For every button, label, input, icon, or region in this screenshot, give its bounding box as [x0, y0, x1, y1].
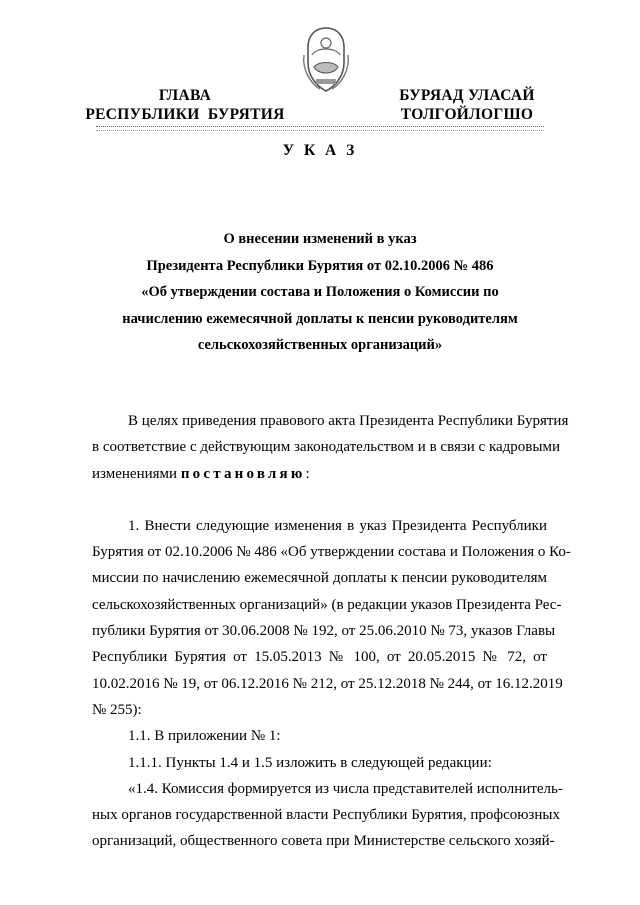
issuer-bua-line-2: ТОЛГОЙЛОГШО	[400, 106, 534, 123]
issuer-title-ru	[80, 86, 290, 124]
subject-line: начислению ежемесячной доплаты к пенсии руководителям	[122, 310, 518, 327]
document-subject	[60, 226, 580, 359]
subject-line: Президента Республики Бурятия от 02.10.2006 № 486	[146, 257, 494, 274]
paragraph-1-4-line: «1.4. Комиссия формируется из числа представителей исполнитель-	[128, 780, 563, 797]
item1-line: Бурятия от 02.10.2006 № 486 «Об утверждении состава и Положения о Ко-	[92, 544, 571, 561]
subject-line: «Об утверждении состава и Положения о Комиссии по	[141, 284, 499, 301]
paragraph-1-4-line: организаций, общественного совета при Министерстве сельского хозяй-	[92, 833, 555, 850]
header-divider-secondary	[96, 130, 544, 131]
preamble-line	[92, 461, 547, 487]
item1-line: 1. Внести следующие изменения в указ Президента Республики	[128, 517, 547, 534]
issuer-title-bua	[372, 86, 562, 124]
preamble-punct: :	[305, 465, 310, 482]
item1-line: миссии по начислению ежемесячной доплаты к пенсии руководителям	[92, 570, 547, 587]
subject-line: сельскохозяйственных организаций»	[197, 337, 443, 354]
item1-1-1: 1.1.1. Пункты 1.4 и 1.5 изложить в следующей редакции:	[128, 754, 492, 771]
decree-keyword: постановляю	[180, 465, 306, 482]
issuer-line-1: ГЛАВА	[158, 87, 212, 104]
preamble-line: В целях приведения правового акта Президента Республики Бурятия	[128, 413, 569, 429]
subject-line: О внесении изменений в указ	[223, 231, 417, 247]
paragraph-1-4-line: ных органов государственной власти Республики Бурятия, профсоюзных	[92, 807, 560, 824]
item1-line: сельскохозяйственных организаций» (в редакции указов Президента Рес-	[92, 596, 562, 613]
document-body	[92, 408, 571, 855]
item1-line: № 255):	[92, 701, 142, 718]
preamble-text: изменениями	[92, 465, 181, 482]
issuer-bua-line-1: БУРЯАД УЛАСАЙ	[399, 87, 535, 104]
item1-line: 10.02.2016 № 19, от 06.12.2016 № 212, от 25.12.2018 № 244, от 16.12.2019	[92, 675, 563, 692]
item1-line: публики Бурятия от 30.06.2008 № 192, от 25.06.2010 № 73, указов Главы	[92, 623, 556, 640]
preamble-line: в соответствие с действующим законодательством и в связи с кадровыми	[92, 439, 560, 456]
issuer-line-2: РЕСПУБЛИКИ БУРЯТИЯ	[85, 106, 285, 123]
header-divider	[96, 126, 544, 127]
item1-line: Республики Бурятия от 15.05.2013 № 100, от 20.05.2015 № 72, от	[92, 649, 547, 666]
document-type: У К А З	[282, 142, 358, 159]
item1-1: 1.1. В приложении № 1:	[128, 728, 281, 745]
coat-of-arms-icon	[300, 25, 352, 95]
